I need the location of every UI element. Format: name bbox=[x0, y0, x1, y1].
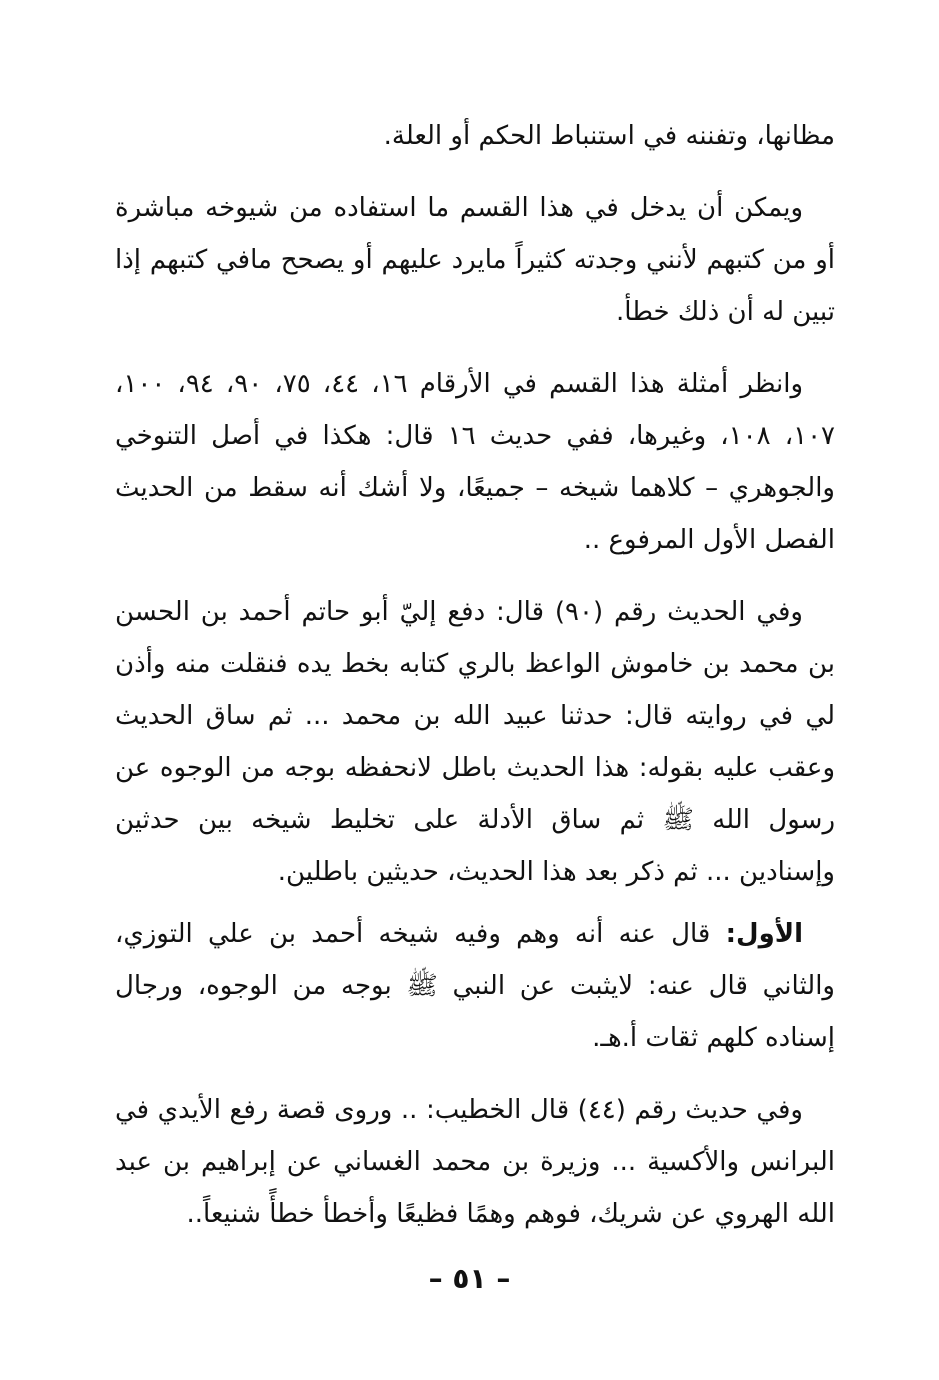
paragraph-3: وانظر أمثلة هذا القسم في الأرقام ١٦، ٤٤، ٧٥، ٩٠، ٩٤، ١٠٠، ١٠٧، ١٠٨، وغيرها، ففي حديث ١٦ قال: هكذا في أصل التنوخي والجوهري – كلاهما شيخه – جميعًا، ولا أشك أنه سقط من الحديث الفصل الأول المرفوع .. bbox=[115, 369, 836, 555]
first-term: الأول: bbox=[725, 919, 803, 949]
page-number: – ٥١ – bbox=[428, 1262, 511, 1295]
first-term-text: قال عنه أنه وهم وفيه شيخه أحمد بن علي التوزي، والثاني قال عنه: لايثبت عن النبي ﷺ بوجه من الوجوه، ورجال إسناده كلهم ثقات أ.هـ. bbox=[115, 919, 835, 1053]
paragraph-6: وفي حديث رقم (٤٤) قال الخطيب: .. وروى قصة رفع الأيدي في البرانس والأكسية ... وزيرة بن محمد الغساني عن إبراهيم بن عبد الله الهروي عن شريك، فوهم وهمًا فظيعًا وأخطأ خطأً شنيعاً.. bbox=[115, 1095, 835, 1229]
page-body bbox=[115, 110, 835, 1250]
paragraph-2: ويمكن أن يدخل في هذا القسم ما استفاده من شيوخه مباشرة أو من كتبهم لأنني وجدته كثيراً مايرد عليهم أو يصحح مافي كتبهم إذا تبين له أن ذلك خطأ. bbox=[115, 193, 835, 327]
paragraph-5 bbox=[115, 908, 835, 1064]
paragraph-1: مظانها، وتفننه في استنباط الحكم أو العلة. bbox=[383, 121, 835, 151]
paragraph-4: وفي الحديث رقم (٩٠) قال: دفع إليّ أبو حاتم أحمد بن الحسن بن محمد بن خاموش الواعظ بالري كتابه بخط يده فنقلت منه وأذن لي في روايته قال: حدثنا عبيد الله بن محمد ... ثم ساق الحديث وعقب عليه بقوله: هذا الحديث باطل لانحفظه بوجه من الوجوه عن رسول الله ﷺ ثم ساق الأدلة على تخليط شيخه بين حدثين وإسنادين ... ثم ذكر بعد هذا الحديث، حديثين باطلين. bbox=[115, 597, 835, 887]
